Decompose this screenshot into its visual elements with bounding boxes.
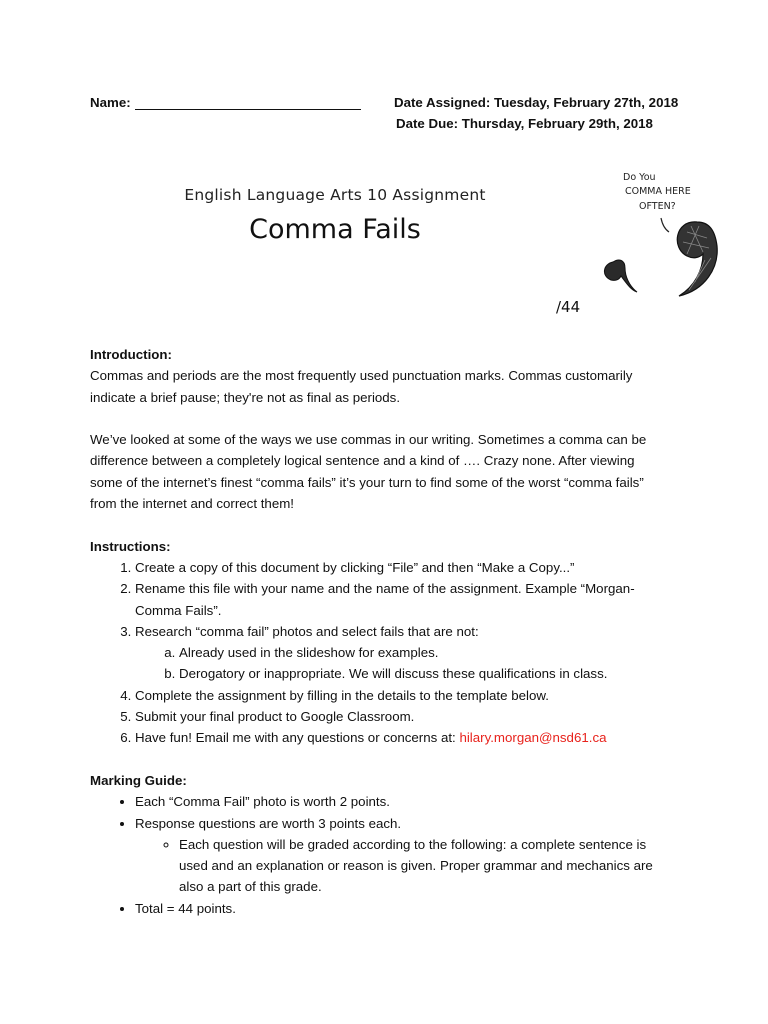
- introduction-heading: Introduction:: [90, 347, 172, 362]
- marking-guide-heading: Marking Guide:: [90, 772, 187, 788]
- instruction-sub-item: a. Already used in the slideshow for examples.: [179, 642, 670, 663]
- bubble-line-3: OFTEN?: [639, 201, 676, 212]
- introduction-paragraph-1: Commas and periods are the most frequently used punctuation marks. Commas customarily indicate a brief pause; they're not as final as periods.: [90, 368, 633, 405]
- marking-sub-list: [135, 834, 670, 898]
- instruction-item: 2. Rename this file with your name and the name of the assignment. Example “Morgan-Comma Fails”.: [135, 578, 670, 621]
- instructions-list: [90, 557, 670, 749]
- marking-item: • Total = 44 points.: [135, 898, 670, 919]
- marking-guide-list: [90, 791, 670, 919]
- instruction-item: 5. Submit your final product to Google Classroom.: [135, 706, 670, 727]
- instruction-item-text: Have fun! Email me with any questions or concerns at:: [135, 730, 460, 746]
- content-body: [90, 344, 670, 919]
- instruction-item: 4. Complete the assignment by filling in the details to the template below.: [135, 685, 670, 706]
- marking-item: • Each “Comma Fail” photo is worth 2 points.: [135, 791, 670, 812]
- name-blank-line: [135, 94, 361, 110]
- bubble-line-1: Do You: [623, 172, 656, 183]
- instruction-item: [135, 727, 670, 748]
- comma-cartoon-icon: [595, 162, 735, 312]
- instruction-sub-list: [135, 642, 670, 685]
- bubble-line-2: COMMA HERE: [625, 186, 691, 197]
- date-due: Date Due: Thursday, February 29th, 2018: [396, 116, 653, 131]
- teacher-email-link[interactable]: hilary.morgan@nsd61.ca: [459, 730, 607, 746]
- name-field: [90, 92, 361, 113]
- assignment-subtitle: English Language Arts 10 Assignment: [184, 186, 486, 204]
- instruction-sub-item: b. Derogatory or inappropriate. We will discuss these qualifications in class.: [179, 663, 670, 684]
- score-total: /44: [556, 298, 581, 316]
- instruction-item-text: Research “comma fail” photos and select fails that are not:: [135, 623, 479, 639]
- name-label: Name:: [90, 95, 131, 110]
- instruction-item: 1. Create a copy of this document by clicking “File” and then “Make a Copy...”: [135, 557, 670, 578]
- marking-item: [135, 813, 670, 898]
- instruction-item: [135, 621, 670, 685]
- introduction-paragraph-2: We’ve looked at some of the ways we use commas in our writing. Sometimes a comma can be difference between a completely logical sentence and a kind of …. Crazy none. After viewing some of the internet’s finest “comma fails” it’s your turn to find some of the worst “comma fails” from the internet and correct them!: [90, 432, 647, 512]
- marking-item-text: Response questions are worth 3 points each.: [135, 815, 402, 831]
- marking-sub-item: ◦ Each question will be graded according to the following: a complete sentence is used and an explanation or reason is given. Proper grammar and mechanics are also a part of this grade.: [179, 834, 670, 898]
- date-assigned: Date Assigned: Tuesday, February 27th, 2018: [394, 95, 679, 110]
- instructions-heading: Instructions:: [90, 538, 171, 554]
- assignment-title: Comma Fails: [249, 214, 421, 245]
